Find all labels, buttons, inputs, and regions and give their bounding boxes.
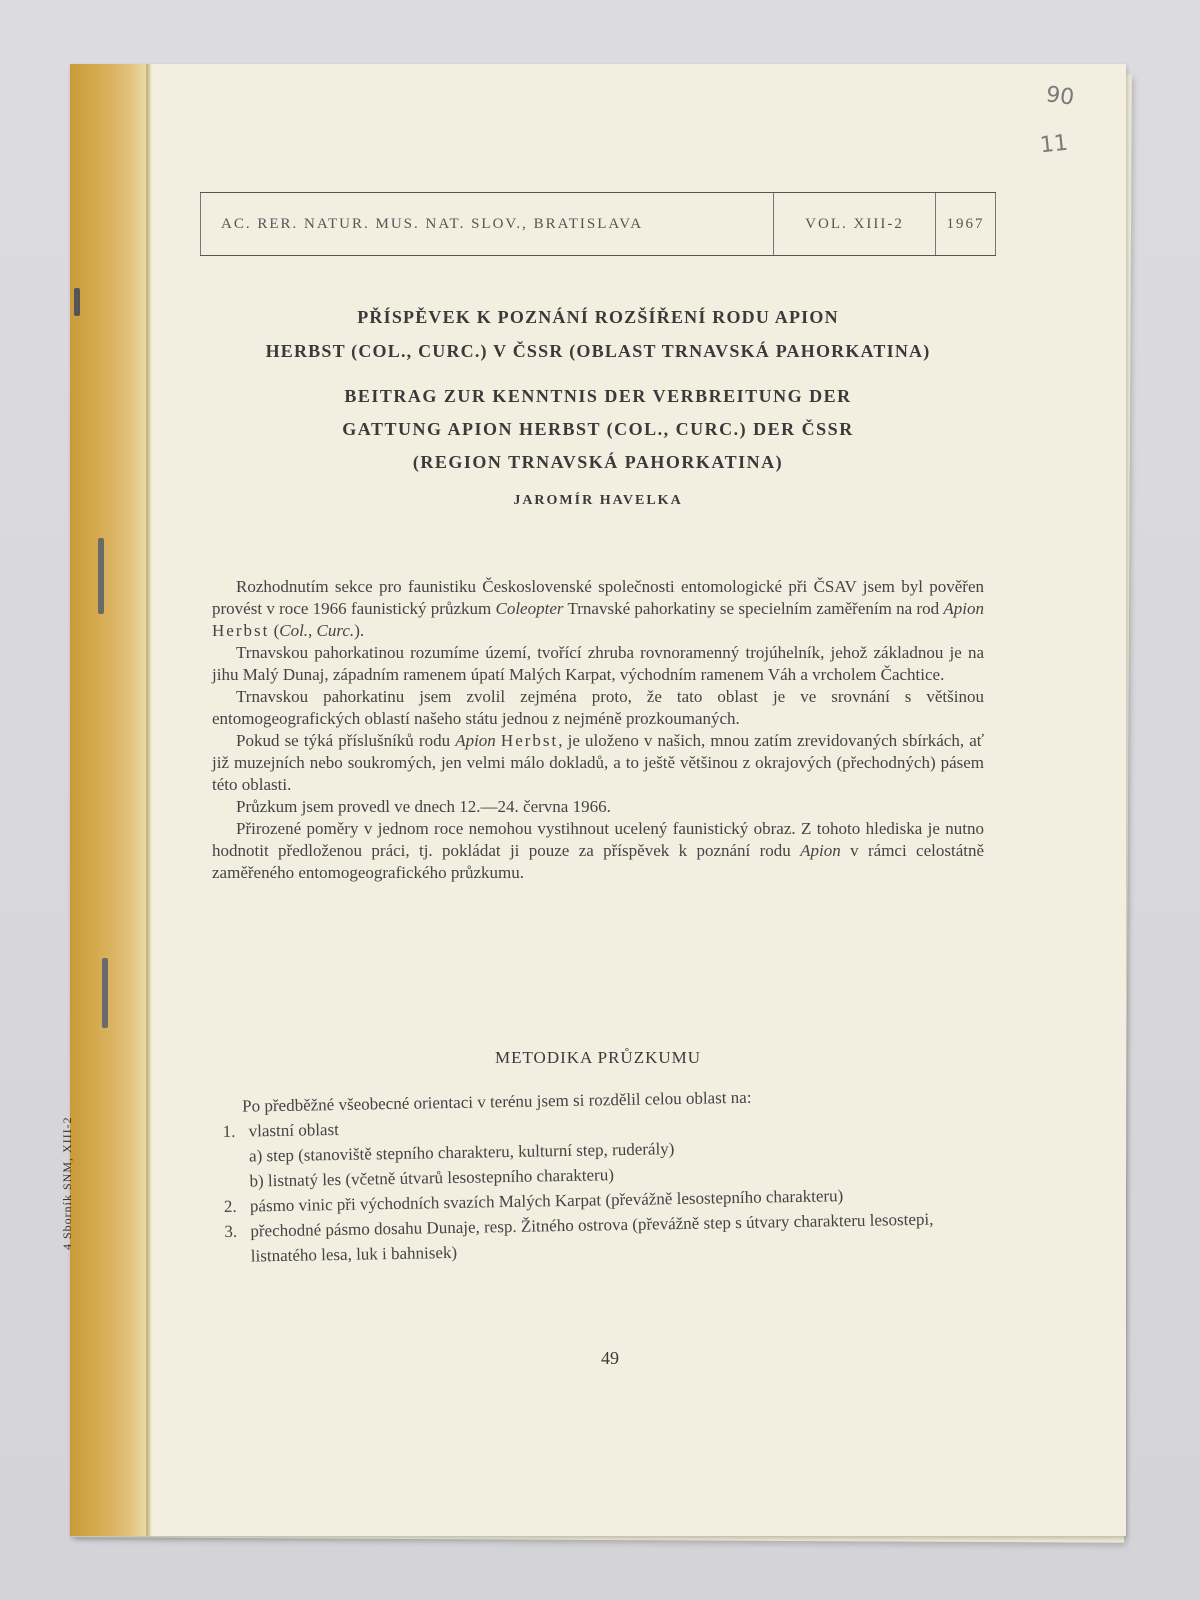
journal-header [200,192,996,256]
page-number: 49 [601,1348,619,1368]
title-line: HERBST (COL., CURC.) V ČSSR (OBLAST TRNAVSKÁ PAHORKATINA) [265,341,931,361]
staple-middle [98,538,104,614]
list-number: 2. [223,1196,237,1216]
list-text: vlastní oblast [248,1119,340,1141]
italic-term: Apion [800,841,841,860]
binding-spine [70,64,150,1536]
spine-shadow [146,64,152,1536]
list-number: 3. [224,1221,238,1241]
text-run: ( [269,621,280,640]
paragraph: Trnavskou pahorkatinou rozumíme území, tvořící zhruba rovnoramenný trojúhelník, jehož základnou je na jihu Malý Dunaj, západním ramenem úpatí Malých Karpat, východním ramenem Váh a vrcholem Čachtice. [212,643,984,684]
journal-year: 1967 [936,193,996,255]
title-line: GATTUNG APION HERBST (COL., CURC.) DER ČSSR [342,419,854,439]
title-line: BEITRAG ZUR KENNTNIS DER VERBREITUNG DER [344,386,852,406]
handwritten-note: 90 [1044,82,1076,111]
author-citation: Herbst [500,731,559,750]
paragraph [212,576,984,642]
list-number: 1. [222,1121,236,1141]
list-text: pásmo vinic při východních svazích Malých Karpat (převážně lesostepního charakteru) [249,1186,844,1216]
handwritten-note: 11 [1038,130,1070,159]
title-line: PŘÍSPĚVEK K POZNÁNÍ ROZŠÍŘENÍ RODU APION [357,307,839,327]
paragraph: Trnavskou pahorkatinu jsem zvolil zejména proto, že tato oblast je ve srovnání s většinou entomogeografických oblastí našeho státu jednou z nejméně prozkoumaných. [212,687,984,728]
sub-item: b) listnatý les (včetně útvarů lesostepního charakteru) [249,1165,615,1191]
italic-term: Apion [943,599,984,618]
text-run: , je uloženo v našich, mnou zatím zrevidovaných sbírkách, ať již muzejních nebo soukromých, jen velmi málo dokladů, a to ještě většinou z okrajových (přechodných) pásem této oblasti. [212,731,985,794]
section-heading: METODIKA PRŮZKUMU [494,1048,702,1067]
sub-item: a) step (stanoviště stepního charakteru, kulturní step, ruderály) [248,1139,675,1166]
spine-label: 4 Sborník SNM, XIII-2 [60,1116,74,1250]
paragraph [212,730,984,796]
text-run: Přirozené poměry v jednom roce nemohou vystihnout ucelený faunistický obraz. Z tohoto hlediska je nutno hodnotit předloženou práci, tj. pokládat ji pouze za příspěvek k poznání rodu [212,819,984,860]
staple-bottom [102,958,108,1028]
text-run: ). [354,621,365,640]
paragraph: Průzkum jsem provedl ve dnech 12.—24. června 1966. [236,797,611,816]
paragraph [212,818,984,884]
title-german [200,380,996,479]
method-intro: Po předběžné všeobecné orientaci v terénu jsem si rozdělil celou oblast na: [242,1087,752,1116]
list-text: přechodné pásmo dosahu Dunaje, resp. Žitného ostrova (převážně step s útvary charakteru lesostepi, listnatého lesa, luk i bahnisek) [250,1209,934,1266]
staple-top [74,288,80,316]
italic-term: Coleopter [495,599,564,618]
text-run: Trnavské pahorkatiny se specielním zaměřením na rod [563,599,944,618]
article-titles [200,300,996,509]
italic-term: Apion [455,731,496,750]
italic-term: Col., Curc. [279,621,355,640]
author-name: JAROMÍR HAVELKA [513,493,683,508]
journal-name: AC. RER. NATUR. MUS. NAT. SLOV., BRATISLAVA [200,193,774,255]
article-body [212,576,984,884]
journal-volume: VOL. XIII-2 [774,193,936,255]
text-run: v rámci celostátně zaměřeného entomogeografického průzkumu. [212,841,985,882]
title-czech [200,300,996,368]
method-list [222,1081,985,1269]
author-citation: Herbst [212,621,270,640]
text-run: Pokud se týká příslušníků rodu [236,731,456,750]
title-line: (REGION TRNAVSKÁ PAHORKATINA) [412,452,784,472]
text-run: Rozhodnutím sekce pro faunistiku Československé společnosti entomologické při ČSAV jsem byl pověřen provést v roce 1966 faunistický průzkum [212,577,984,618]
